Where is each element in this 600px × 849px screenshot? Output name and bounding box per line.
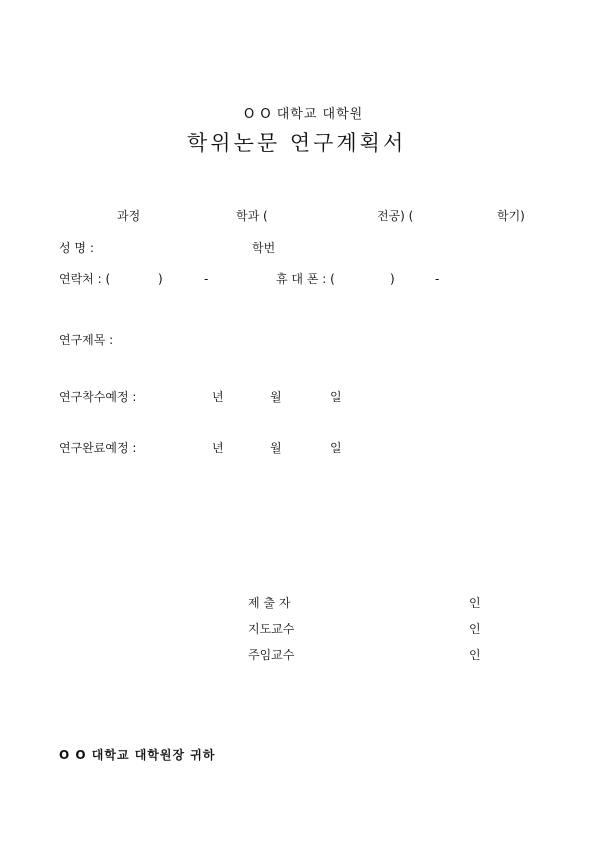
course-label: 과정 [117,209,141,223]
semester-label: 학기) [497,209,525,223]
advisor-seal: 인 [469,622,481,636]
advisor-role: 지도교수 [248,622,295,636]
addressee: O O 대학교 대학원장 귀하 [59,748,216,762]
student-id-label: 학번 [252,241,276,255]
end-year-unit: 년 [212,441,224,455]
phone-close-paren: ) [158,272,163,286]
major-label: 전공) ( [377,209,414,223]
name-label: 성 명 : [59,241,94,255]
start-date-label: 연구착수예정 : [59,390,137,404]
start-month-unit: 월 [270,390,282,404]
mobile-close-paren: ) [390,272,395,286]
university-line: O O 대학교 대학원 [244,107,364,122]
start-day-unit: 일 [330,390,342,404]
research-title-label: 연구제목 : [59,333,114,347]
start-year-unit: 년 [212,390,224,404]
phone-dash: - [204,272,209,286]
chief-professor-seal: 인 [469,648,481,662]
mobile-dash: - [435,272,440,286]
end-date-label: 연구완료예정 : [59,441,137,455]
submitter-seal: 인 [469,596,481,610]
submitter-role: 제 출 자 [248,596,291,610]
department-label: 학과 ( [236,209,268,223]
mobile-label: 휴 대 폰 : ( [276,272,335,286]
phone-label: 연락처 : ( [59,272,111,286]
form-title: 학위논문 연구계획서 [187,131,407,155]
chief-professor-role: 주임교수 [248,648,295,662]
end-day-unit: 일 [330,441,342,455]
end-month-unit: 월 [270,441,282,455]
